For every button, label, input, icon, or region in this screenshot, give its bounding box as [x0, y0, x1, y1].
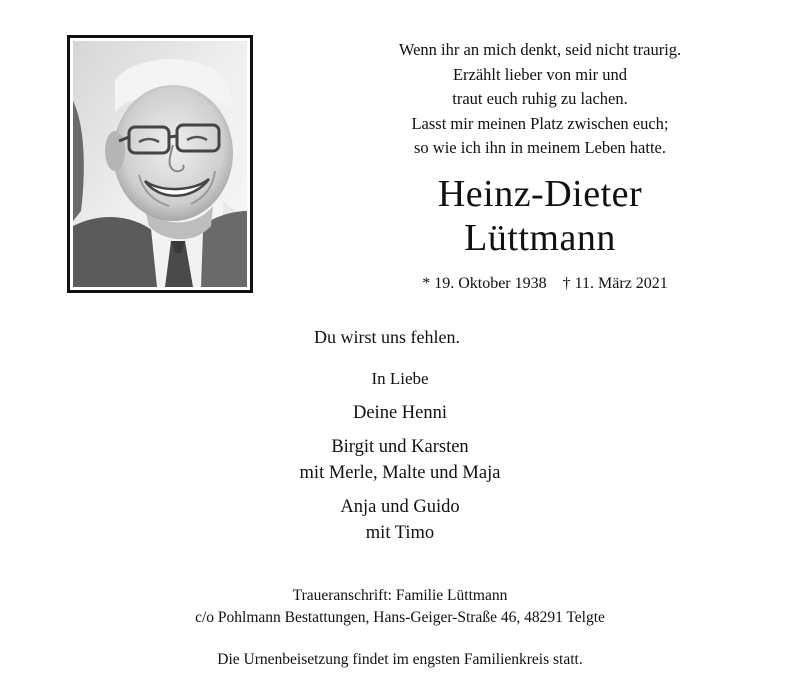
birth-date: * 19. Oktober 1938 [422, 275, 547, 292]
poem-line: traut euch ruhig zu lachen. [452, 89, 628, 108]
poem-line: Erzählt lieber von mir und [452, 64, 628, 84]
poem-line: so wie ich ihn in meinem Leben hatte. [413, 138, 666, 157]
mourner-family-1-line-1: Birgit und Karsten [331, 437, 469, 457]
deceased-name [300, 172, 780, 260]
death-date: † 11. März 2021 [562, 275, 668, 292]
deceased-first-name: Heinz-Dieter [437, 173, 643, 215]
poem-line: Lasst mir meinen Platz zwischen euch; [411, 113, 669, 133]
life-dates [380, 274, 710, 294]
portrait-photo-frame [67, 35, 253, 293]
burial-note: Die Urnenbeisetzung findet im engsten Familienkreis statt. [217, 651, 583, 668]
mourner-family-2-line-2: mit Timo [365, 523, 435, 543]
mourning-address [160, 585, 640, 629]
poem [300, 38, 780, 161]
deceased-last-name: Lüttmann [464, 217, 616, 259]
address-line-1: Traueranschrift: Familie Lüttmann [292, 587, 508, 604]
farewell-text: Du wirst uns fehlen. [314, 327, 460, 347]
poem-line: Wenn ihr an mich denkt, seid nicht traurig. [398, 40, 682, 59]
mourners-intro: In Liebe [371, 369, 429, 388]
mourners-list [200, 366, 600, 546]
mourner-family-1-line-2: mit Merle, Malte und Maja [299, 463, 501, 483]
portrait-photo [73, 41, 247, 287]
address-line-2: c/o Pohlmann Bestattungen, Hans-Geiger-Straße 46, 48291 Telgte [195, 609, 605, 626]
mourner-family-2-line-1: Anja und Guido [340, 497, 460, 517]
mourner-spouse: Deine Henni [352, 403, 447, 423]
